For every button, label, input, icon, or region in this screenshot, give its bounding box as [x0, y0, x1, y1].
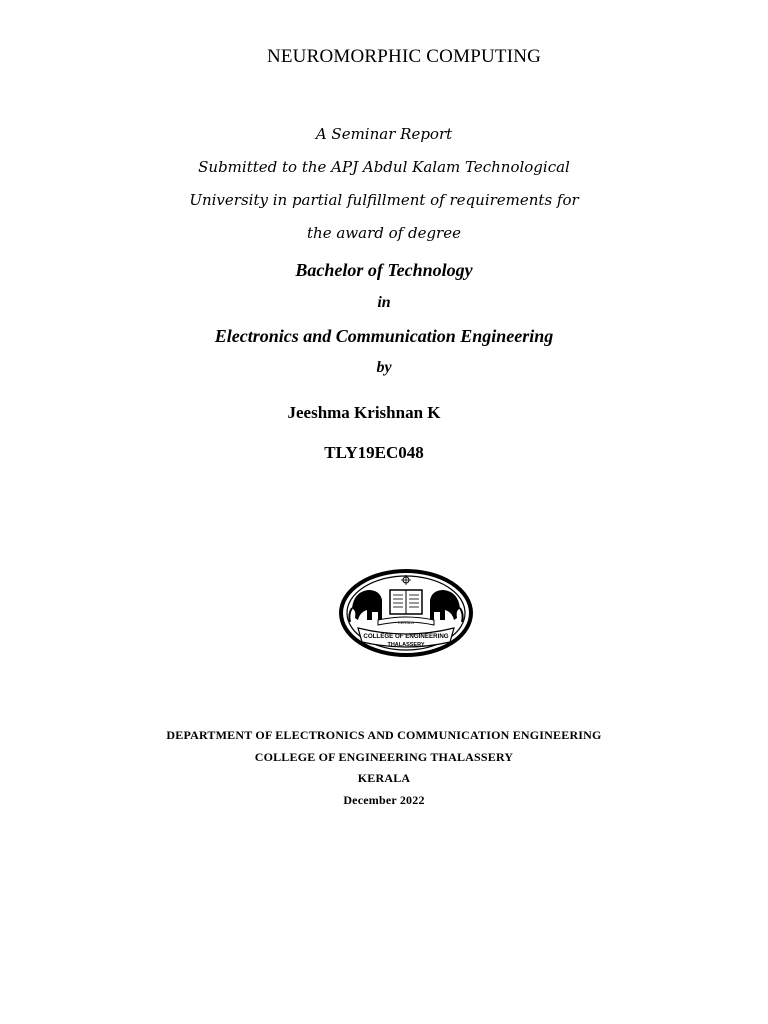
submission-line-1: Submitted to the APJ Abdul Kalam Technological: [198, 158, 570, 176]
logo-caption-line-1: COLLEGE OF ENGINEERING: [363, 633, 449, 640]
roll-number: TLY19EC048: [324, 443, 424, 462]
department-name: DEPARTMENT OF ELECTRONICS AND COMMUNICATION ENGINEERING: [166, 728, 602, 742]
college-name: COLLEGE OF ENGINEERING THALASSERY: [254, 750, 514, 764]
branch-name: Electronics and Communication Engineering: [214, 326, 554, 346]
logo-caption-line-2: THALASSERY: [387, 642, 425, 648]
degree-name: Bachelor of Technology: [295, 260, 473, 280]
college-emblem-logo: [338, 568, 474, 658]
student-name: Jeeshma Krishnan K: [287, 403, 441, 422]
report-type: A Seminar Report: [315, 125, 453, 143]
report-date: December 2022: [343, 793, 425, 807]
submission-line-2: University in partial fulfillment of requirements for: [189, 191, 579, 209]
state-name: KERALA: [357, 771, 411, 785]
logo-banner-text: KERALA: [398, 620, 414, 625]
report-title: NEUROMORPHIC COMPUTING: [266, 46, 542, 67]
in-word: in: [377, 294, 391, 311]
by-word: by: [376, 359, 392, 376]
submission-line-3: the award of degree: [307, 224, 461, 242]
